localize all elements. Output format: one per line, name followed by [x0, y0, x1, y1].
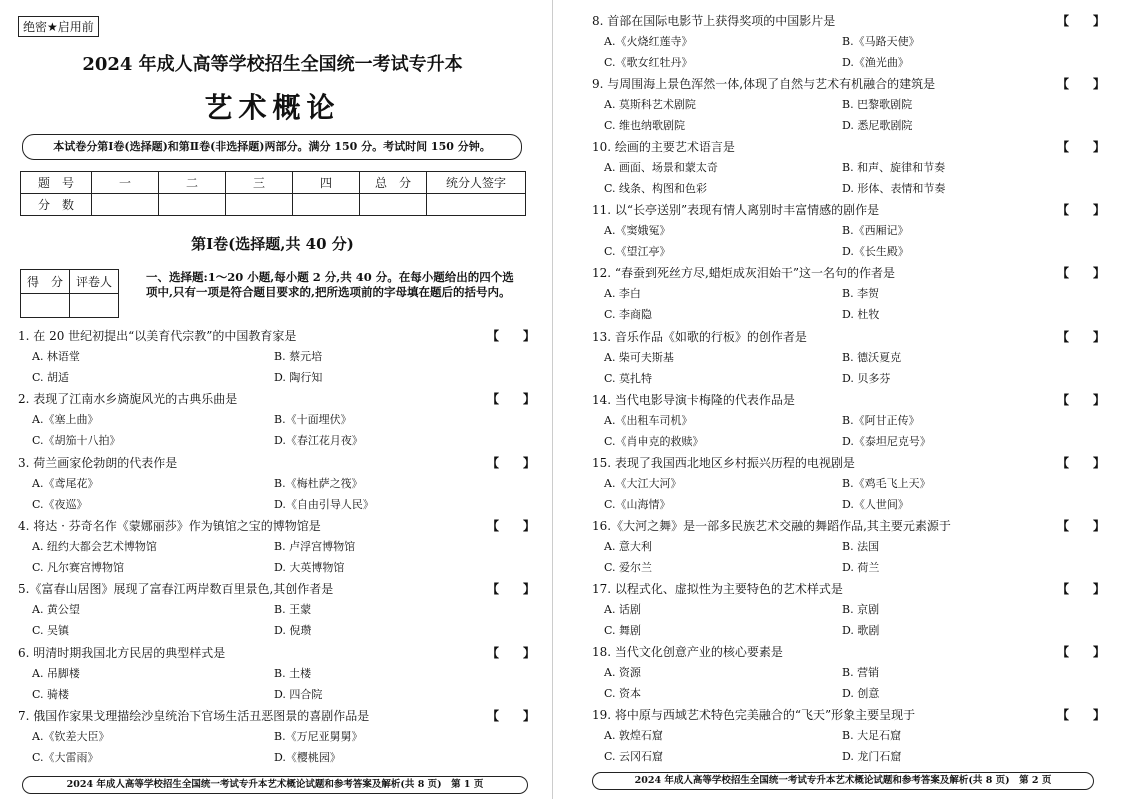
option-a: A. 资源: [604, 666, 641, 679]
option-a: A. 林语堂: [32, 350, 80, 363]
option-c: C. 线条、构图和色彩: [604, 182, 708, 196]
option-a: A.《大江大河》: [604, 476, 682, 490]
option-b: B.《十面埋伏》: [274, 413, 352, 427]
answer-bracket[interactable]: 【 】: [1057, 518, 1106, 533]
answer-bracket[interactable]: 【 】: [487, 518, 536, 533]
option-b: B.《鸡毛飞上天》: [842, 476, 931, 490]
page-1: [0, 0, 545, 799]
question-stem: 8. 首部在国际电影节上获得奖项的中国影片是: [592, 14, 836, 28]
confidential-label: 绝密★启用前: [18, 16, 99, 37]
answer-bracket[interactable]: 【 】: [1057, 77, 1106, 92]
option-a: A. 李白: [604, 287, 641, 301]
option-c: C. 云冈石窟: [604, 750, 664, 764]
section-instructions: 一、选择题:1～20 小题,每小题 2 分,共 40 分。在每小题给出的四个选项中,只有一项是符合题目要求的,把所选项前的字母填在题后的括号内。: [146, 270, 514, 299]
option-b: B. 李贺: [842, 287, 880, 301]
question-stem: 12. “春蚕到死丝方尽,蜡炬成灰泪始干”这一名句的作者是: [592, 266, 895, 281]
option-d: D.《泰坦尼克号》: [842, 434, 931, 448]
option-c: C.《山海情》: [604, 497, 671, 511]
question-stem: 9. 与周围海上景色浑然一体,体现了自然与艺术有机融合的建筑是: [592, 77, 936, 92]
score-header: 一: [92, 172, 159, 194]
question-stem: 5.《富春山居图》展现了富春江两岸数百里景色,其创作者是: [18, 582, 334, 597]
option-d: D. 陶行知: [274, 371, 323, 384]
option-c: C. 吴镇: [32, 624, 70, 638]
option-d: D.《人世间》: [842, 497, 909, 511]
answer-bracket[interactable]: 【 】: [487, 645, 536, 660]
answer-bracket[interactable]: 【 】: [1057, 329, 1106, 344]
score-cell[interactable]: [360, 194, 427, 216]
option-d: D. 歌剧: [842, 623, 880, 637]
answer-bracket[interactable]: 【 】: [1057, 581, 1106, 596]
question-stem: 13. 音乐作品《如歌的行板》的创作者是: [592, 329, 807, 344]
option-b: B.《马路天使》: [842, 35, 920, 48]
option-a: A. 黄公望: [32, 603, 80, 617]
option-b: B.《梅杜萨之筏》: [274, 476, 363, 490]
option-a: A. 莫斯科艺术剧院: [604, 98, 696, 112]
question-stem: 3. 荷兰画家伦勃朗的代表作是: [18, 455, 178, 470]
option-b: B. 法国: [842, 539, 880, 553]
option-c: C.《胡笳十八拍》: [32, 434, 121, 448]
option-c: C. 骑楼: [32, 687, 70, 701]
question-stem: 6. 明清时期我国北方民居的典型样式是: [18, 645, 226, 660]
question-stem: 1. 在 20 世纪初提出“以美育代宗教”的中国教育家是: [18, 329, 297, 343]
page-footer: 2024 年成人高等学校招生全国统一考试专升本艺术概论试题和参考答案及解析(共 8 页) 第 2 页: [592, 772, 1094, 790]
option-a: A. 纽约大都会艺术博物馆: [32, 539, 157, 553]
option-b: B.《万尼亚舅舅》: [274, 729, 363, 743]
option-c: C.《大雷雨》: [32, 750, 99, 764]
question-stem: 18. 当代文化创意产业的核心要素是: [592, 645, 783, 659]
answer-bracket[interactable]: 【 】: [1057, 455, 1106, 470]
grader-cell[interactable]: [70, 294, 119, 318]
option-b: B.《西厢记》: [842, 224, 909, 238]
option-a: A. 意大利: [604, 539, 652, 553]
option-a: A. 敦煌石窟: [604, 729, 663, 743]
option-b: B. 巴黎歌剧院: [842, 98, 913, 112]
option-d: D.《长生殿》: [842, 245, 909, 259]
signature-cell[interactable]: [427, 194, 526, 216]
score-cell[interactable]: [92, 194, 159, 216]
option-c: C. 资本: [604, 687, 642, 700]
option-d: D. 杜牧: [842, 308, 880, 322]
option-b: B. 大足石窟: [842, 729, 902, 743]
answer-bracket[interactable]: 【 】: [1057, 140, 1106, 155]
option-d: D. 四合院: [274, 687, 323, 701]
grader-cell[interactable]: [21, 294, 70, 318]
answer-bracket[interactable]: 【 】: [487, 582, 536, 597]
option-b: B.《阿甘正传》: [842, 413, 920, 427]
exam-notice: 本试卷分第Ⅰ卷(选择题)和第Ⅱ卷(非选择题)两部分。满分 150 分。考试时间 150 分钟。: [22, 134, 522, 160]
score-cell[interactable]: [226, 194, 293, 216]
score-header: 总 分: [360, 172, 427, 194]
answer-bracket[interactable]: 【 】: [487, 455, 536, 470]
option-d: D. 倪瓒: [274, 624, 312, 638]
exam-title: 2024 年成人高等学校招生全国统一考试专升本: [82, 54, 463, 75]
page-footer: 2024 年成人高等学校招生全国统一考试专升本艺术概论试题和参考答案及解析(共 8 页) 第 1 页: [22, 776, 528, 794]
option-c: C. 莫扎特: [604, 371, 653, 385]
answer-bracket[interactable]: 【 】: [1057, 645, 1106, 659]
option-b: B. 卢浮宫博物馆: [274, 539, 356, 553]
option-a: A.《火烧红莲寺》: [604, 35, 693, 48]
option-c: C.《夜巡》: [32, 497, 88, 511]
question-stem: 19. 将中原与西域艺术特色完美融合的“飞天”形象主要呈现于: [592, 708, 916, 723]
question-stem: 15. 表现了我国西北地区乡村振兴历程的电视剧是: [592, 455, 855, 470]
question-stem: 11. 以“长亭送别”表现有情人离别时丰富情感的剧作是: [592, 203, 880, 218]
option-b: B. 王蒙: [274, 603, 312, 617]
page-2: [560, 0, 1123, 799]
option-b: B. 营销: [842, 666, 880, 679]
score-header: 二: [159, 172, 226, 194]
question-stem: 14. 当代电影导演卡梅隆的代表作品是: [592, 392, 795, 407]
question-stem: 10. 绘画的主要艺术语言是: [592, 140, 735, 155]
option-c: C.《肖申克的救赎》: [604, 434, 704, 448]
option-d: D.《渔光曲》: [842, 56, 909, 69]
option-a: A. 话剧: [604, 602, 641, 616]
option-a: A. 吊脚楼: [32, 666, 80, 680]
subject-title: 艺术概论: [204, 91, 341, 124]
option-c: C. 胡适: [32, 371, 70, 384]
question-stem: 16.《大河之舞》是一部多民族艺术交融的舞蹈作品,其主要元素源于: [592, 518, 951, 533]
score-row-label: 分 数: [21, 194, 92, 216]
option-a: A.《出租车司机》: [604, 413, 693, 427]
option-b: B. 土楼: [274, 666, 312, 680]
option-c: C. 维也纳歌剧院: [604, 119, 686, 133]
option-d: D. 荷兰: [842, 560, 880, 574]
option-c: C. 爱尔兰: [604, 560, 653, 574]
answer-bracket[interactable]: 【 】: [1057, 266, 1106, 281]
score-header: 统分人签字: [427, 172, 526, 194]
answer-bracket[interactable]: 【 】: [1057, 392, 1106, 407]
answer-bracket[interactable]: 【 】: [487, 329, 536, 343]
score-header: 四: [293, 172, 360, 194]
option-b: B. 京剧: [842, 602, 880, 616]
score-cell[interactable]: [159, 194, 226, 216]
section-title: 第Ⅰ卷(选择题,共 40 分): [191, 235, 354, 253]
option-d: D. 创意: [842, 687, 880, 700]
option-a: A. 柴可夫斯基: [604, 350, 674, 364]
option-d: D. 贝多芬: [842, 371, 891, 385]
option-d: D. 龙门石窟: [842, 750, 902, 764]
score-header: 题 号: [21, 172, 92, 194]
option-a: A.《塞上曲》: [32, 413, 99, 427]
option-a: A. 画面、场景和蒙太奇: [604, 161, 718, 175]
score-table: [20, 171, 526, 216]
option-b: B. 德沃夏克: [842, 350, 902, 364]
option-c: C. 舞剧: [604, 623, 642, 637]
question-stem: 4. 将达 · 芬奇名作《蒙娜丽莎》作为镇馆之宝的博物馆是: [18, 518, 321, 533]
option-b: B. 和声、旋律和节奏: [842, 161, 946, 175]
question-stem: 7. 俄国作家果戈理描绘沙皇统治下官场生活丑恶图景的喜剧作品是: [18, 708, 370, 723]
option-c: C. 凡尔赛宫博物馆: [32, 560, 125, 574]
option-c: C. 李商隐: [604, 308, 653, 322]
option-d: D.《春江花月夜》: [274, 434, 363, 448]
score-header: 三: [226, 172, 293, 194]
question-stem: 17. 以程式化、虚拟性为主要特色的艺术样式是: [592, 581, 843, 596]
grader-table: [20, 269, 119, 318]
score-cell[interactable]: [293, 194, 360, 216]
option-a: A.《鸢尾花》: [32, 476, 99, 490]
option-a: A.《钦差大臣》: [32, 729, 110, 743]
question-stem: 2. 表现了江南水乡旖旎风光的古典乐曲是: [18, 392, 238, 407]
page-divider: [552, 0, 553, 799]
answer-bracket[interactable]: 【 】: [1057, 203, 1106, 218]
option-b: B. 蔡元培: [274, 350, 323, 363]
answer-bracket[interactable]: 【 】: [1057, 14, 1106, 28]
answer-bracket[interactable]: 【 】: [1057, 708, 1106, 723]
option-d: D.《樱桃园》: [274, 750, 341, 764]
answer-bracket[interactable]: 【 】: [487, 708, 536, 723]
answer-bracket[interactable]: 【 】: [487, 392, 536, 407]
option-c: C.《歌女红牡丹》: [604, 56, 693, 69]
option-d: D. 悉尼歌剧院: [842, 119, 913, 133]
option-c: C.《望江亭》: [604, 245, 671, 259]
option-a: A.《窦娥冤》: [604, 224, 671, 238]
option-d: D.《自由引导人民》: [274, 497, 374, 511]
grader-header: 得 分: [21, 270, 70, 294]
option-d: D. 大英博物馆: [274, 560, 345, 574]
grader-header: 评卷人: [70, 270, 119, 294]
option-d: D. 形体、表情和节奏: [842, 182, 946, 196]
